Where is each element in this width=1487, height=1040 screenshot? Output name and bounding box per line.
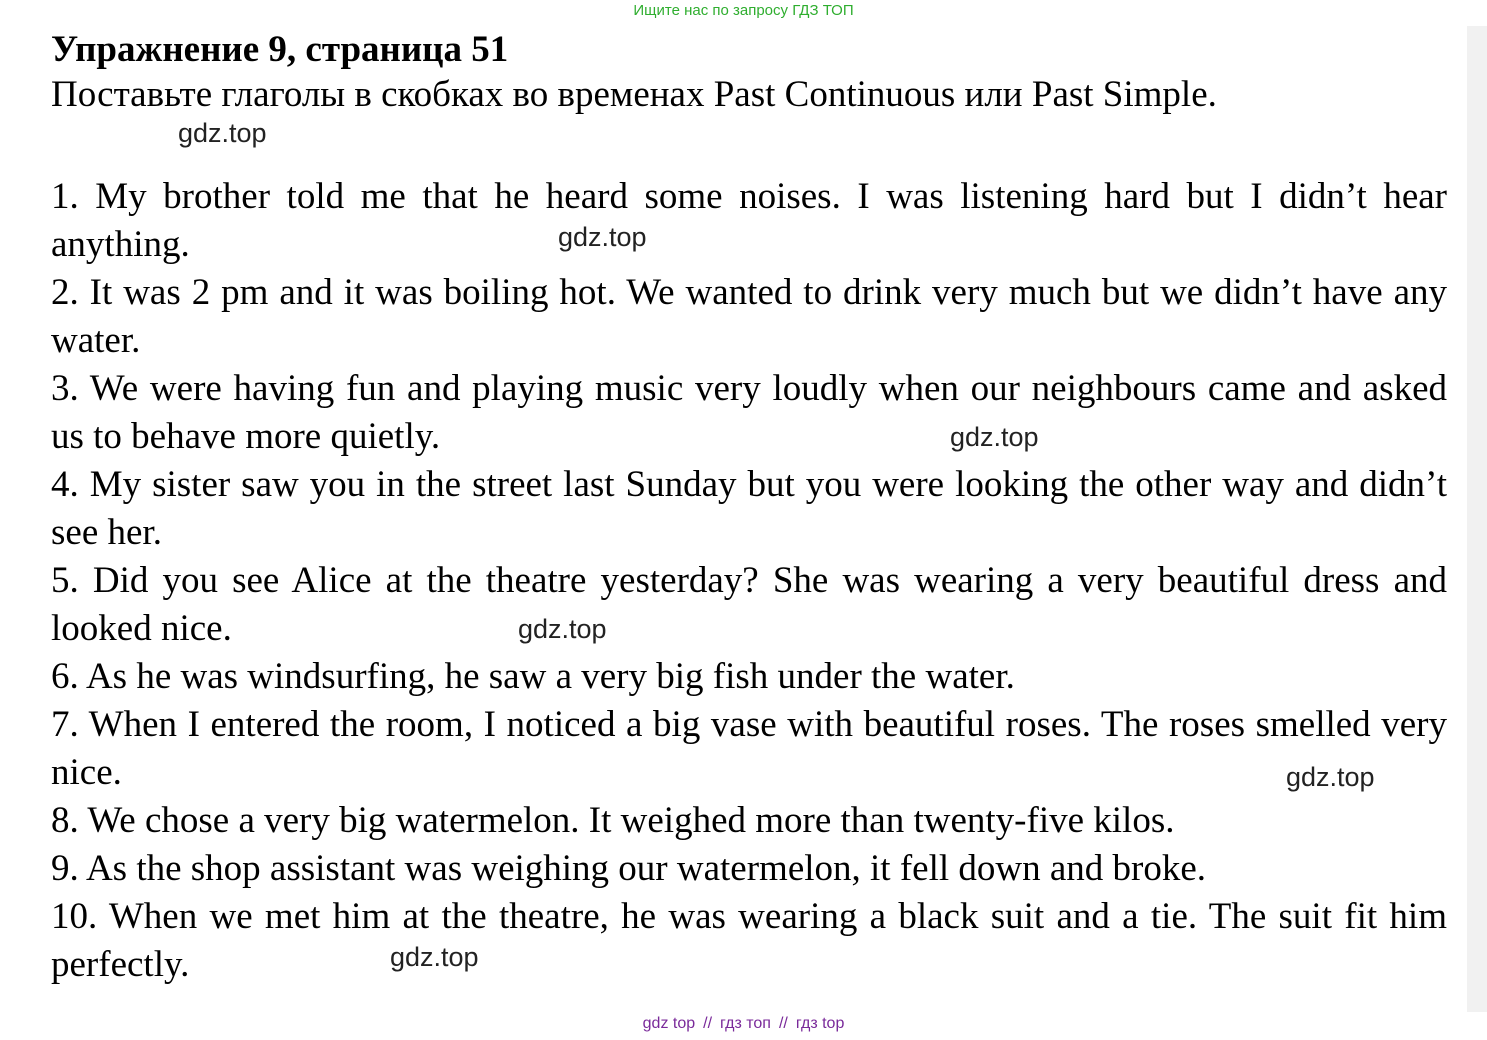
footer-link-gdz-top[interactable]: gdz top <box>642 1015 696 1032</box>
footer-links <box>0 1015 1487 1033</box>
search-banner: Ищите нас по запросу ГДЗ ТОП <box>633 2 854 19</box>
footer-link-gdz-top-ru[interactable]: гдз топ <box>720 1015 771 1032</box>
footer-separator: // <box>778 1015 788 1032</box>
answer-item-2: 2. It was 2 pm and it was boiling hot. We wanted to drink very much but we didn’t have any water. <box>51 272 1447 361</box>
exercise-instruction: Поставьте глаголы в скобках во временах Past Continuous или Past Simple. <box>51 74 1217 115</box>
answer-item-7: 7. When I entered the room, I noticed a big vase with beautiful roses. The roses smelled very nice. <box>51 704 1447 793</box>
watermark: gdz.top <box>558 222 647 252</box>
answer-item-6: 6. As he was windsurfing, he saw a very big fish under the water. <box>51 656 1015 697</box>
answer-item-4: 4. My sister saw you in the street last Sunday but you were looking the other way and didn’t see her. <box>51 464 1447 553</box>
answer-item-9: 9. As the shop assistant was weighing our watermelon, it fell down and broke. <box>51 848 1207 889</box>
footer-link-gdz-top-mixed[interactable]: гдз top <box>795 1015 845 1032</box>
answer-item-10: 10. When we met him at the theatre, he was wearing a black suit and a tie. The suit fit him perfectly. <box>51 896 1447 985</box>
answer-item-1: 1. My brother told me that he heard some noises. I was listening hard but I didn’t hear anything. <box>51 176 1447 265</box>
watermark: gdz.top <box>178 118 267 148</box>
watermark: gdz.top <box>950 422 1039 452</box>
scrollbar[interactable] <box>1467 26 1487 1012</box>
answer-item-8: 8. We chose a very big watermelon. It weighed more than twenty-five kilos. <box>51 800 1175 841</box>
watermark: gdz.top <box>1286 762 1375 792</box>
footer-separator: // <box>703 1015 713 1032</box>
exercise-content <box>51 30 1447 989</box>
answer-item-3: 3. We were having fun and playing music very loudly when our neighbours came and asked us to behave more quietly. <box>51 368 1447 457</box>
answer-item-5: 5. Did you see Alice at the theatre yesterday? She was wearing a very beautiful dress and looked nice. <box>51 560 1447 649</box>
watermark: gdz.top <box>390 942 479 972</box>
page-title: Упражнение 9, страница 51 <box>51 29 509 70</box>
watermark: gdz.top <box>518 614 607 644</box>
